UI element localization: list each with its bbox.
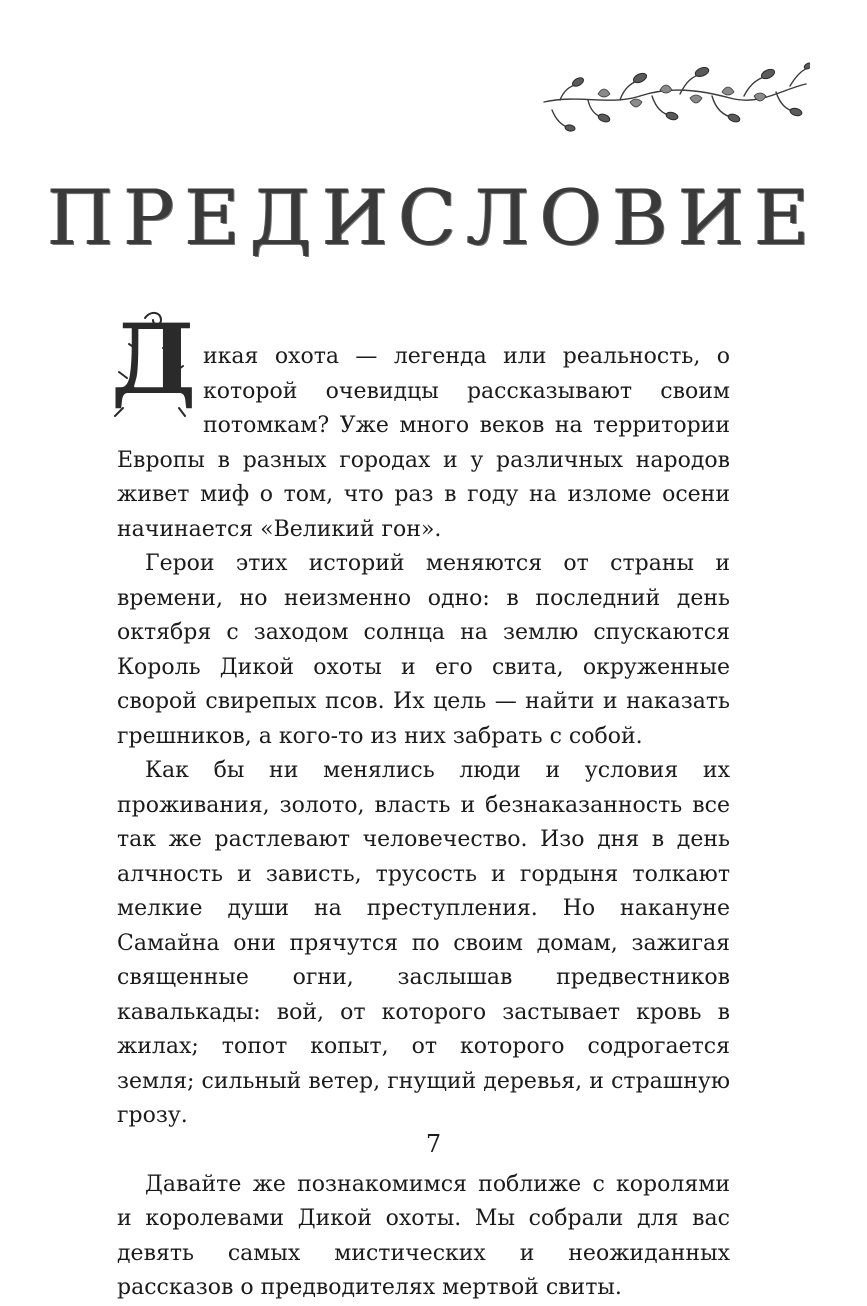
chapter-title: ПРЕДИСЛОВИЕ (47, 173, 820, 262)
drop-cap (105, 303, 197, 420)
drop-cap-letter: Д (111, 303, 197, 416)
paragraph-1-text: икая охота — легенда или реальность, о которой очевидцы рассказывают своим потомкам? Уже много веков на территории Европы в разных городах и у различных народов живет миф о том, что раз в году на изломе осени начинается «Великий гон». (117, 344, 730, 542)
body-text (111, 303, 730, 1306)
paragraph-3: Как бы ни менялись люди и условия их проживания, золото, власть и безнаказанность все так же растлевают человечество. Изо дня в день алчность и зависть, трусость и гордыня толкают мелкие души на преступления. Но накануне Самайна они прячутся по своим домам, зажигая священные огни, заслышав предвестников кавалькады: вой, от которого застывает кровь в жилах; топот копыт, от которого содрогается земля; сильный ветер, гнущий деревья, и страшную грозу. (117, 758, 730, 1128)
paragraph-2: Герои этих историй меняются от страны и времени, но неизменно одно: в последний день октября с заходом солнца на землю спускаются Король Дикой охоты и его свита, окруженные сворой свирепых псов. Их цель — найти и наказать грешников, а кого-то из них забрать с собой. (117, 551, 730, 749)
page-number: 7 (425, 1130, 442, 1158)
paragraph-1 (111, 303, 730, 547)
floral-vine-ornament-icon (540, 50, 810, 136)
paragraph-4: Давайте же познакомимся поближе с королями и королевами Дикой охоты. Мы собрали для вас девять самых мистических и неожиданных рассказов о предводителях мертвой свиты. (117, 1171, 730, 1300)
